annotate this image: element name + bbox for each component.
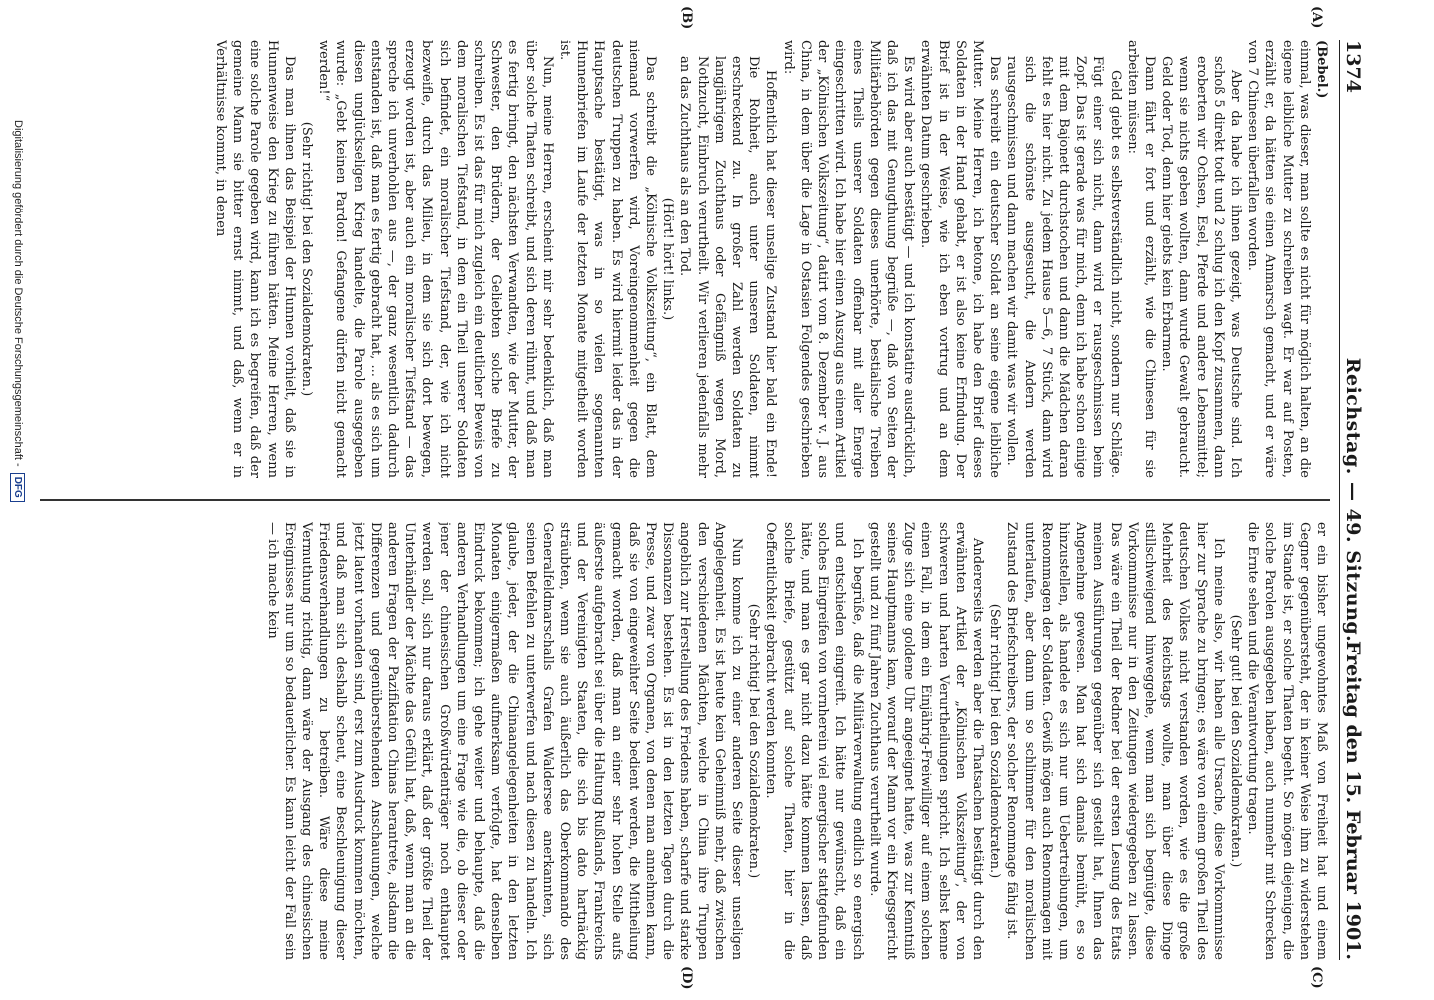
margin-marker-d: (D) <box>679 966 694 990</box>
paragraph: Das schreibt ein deutscher Soldat an seine eigene leibliche Mutter. Meine Herren, ich betone, ich habe den Brief dieses Soldaten in der Hand gehabt, er ist also keine Erfindung. Der Brief ist in der Weise, wie ich eben vortrug und an dem erwähnten Datum geschrieben. <box>918 40 1003 478</box>
paragraph: Nun komme ich zu einer anderen Seite dieser unseligen Angelegenheit. Es ist heute kein Geheimniß mehr, daß zwischen den verschiedenen Mächten, welche in China ihre Truppen angeblich zur Herstellung des Friedens haben, scharfe und starke Dissonanzen bestehen. Es ist in den letzten Tagen durch die Presse, und zwar von Organen, von denen man annehmen kann, daß sie von eingeweihter Seite bedient werden, die Mittheilung gemacht worden, daß man an einer sehr hohen Stelle aufs äußerste aufgebracht sei über die Haltung Rußlands, Frankreichs und der Vereinigten Staaten, die sich bis dato hartnäckig sträubten, wenn sie auch äußerlich das Oberkommando des Generalfeldmarschalls Grafen Waldersee anerkannten, sich seinen Befehlen zu unterwerfen und nach diesen zu handeln. Ich glaube, jeder, der die Chinaangelegenheiten in den letzten Monaten einigermaßen aufmerksam verfolgte, hat denselben Eindruck bekommen; ich gehe weiter und behaupte, daß die anderen Verhandlungen um eine Frage wie die, ob dieser oder jener der chinesischen Großwürdenträger noch enthauptet werden soll, sich nur daraus erklärt, daß der größte Theil der Unterhändler der Mächte das Gefühl hat, daß, wenn man an die anderen Fragen der Pazifikation Chinas herantrete, alsdann die Differenzen und gegenüberstehenden Anschauungen, welche jetzt latent vorhanden sind, erst zum Ausdruck kommen möchten, und daß man sich deshalb scheut, eine Beschleunigung dieser Friedensverhandlungen zu betreiben. Wäre diese meine Vermuthung richtig, dann wäre der Ausgang des chinesischen Ereignisses nur um so bedauerlicher. Es kann leicht der Fall sein — ich mache kein <box>264 522 745 960</box>
paragraph: er ein bisher ungewohntes Maß von Freiheit hat und einem Gegner gegenübersteht, der in keiner Weise ihm zu widerstehen im Stande ist, er solche Thaten begeht. So mögen diejenigen, die solche Parolen ausgegeben haben, auch nunmehr mit Schrecken die Ernte sehen und die Verantwortung tragen. <box>1245 522 1329 960</box>
interjection-text: (Hört! hört! links.) <box>660 197 676 321</box>
paragraph: Ich meine also, wir haben alle Ursache, diese Vorkommnisse hier zur Sprache zu bringen; es wäre von einem großen Theil des deutschen Volkes nicht verstanden worden, wie es die große Mehrheit des Reichstags wollte, man über diese Dinge stillschweigend hinweggehe, wenn man sich begnügte, diese Vorkommnisse nur in den Zeitungen wiedergegeben zu lassen. Das wäre ein Theil der Redner bei der ersten Lesung des Etats meinen Ausführungen gegenüber sich gestellt hat, Ihnen das Angenehme gewesen. Man hat sich damals bemüht, es so hinzustellen, als handele es sich nur um Uebertreibungen, um Renommagen der Soldaten. Gewiß mögen auch Renommagen mit unterlaufen, aber dann um so schlimmer für den moralischen Zustand des Briefschreibers, der solcher Renommage fähig ist. <box>1004 522 1226 960</box>
dfg-logo-icon: DFG <box>11 473 26 502</box>
paragraph: Das man ihnen das Beispiel der Hunnen vorhielt, daß sie in Hunnenweise den Krieg zu führen hätten. Meine Herren, wenn eine solche Parole gegeben wird, kann ich es begreifen, daß der gemeine Mann sie bitter ernst nimmt, und daß, wenn er in Verhältnisse kommt, in denen <box>213 40 297 478</box>
paragraph: Dann fährt er fort und erzählt, wie die Chinesen für sie arbeiten müssen: <box>1124 40 1157 478</box>
paragraph: Geld giebt es selbstverständlich nicht, sondern nur Schläge. Fügt einer sich nicht, dann wird er rausgeschmissen beim Zopf. Das ist gerade was für mich, denn ich habe schon einige mit dem Bajonett durchstochen und dann die Mädchen daran fehlt es hier nicht. Zu jedem Hause 5—6, 7 Stück, dann wird sich die schönste ausgesucht, die Andern werden rausgeschmissen und dann machen wir damit was wir wollen. <box>1004 56 1123 478</box>
session-date: Freitag den 15. Februar 1901. <box>1342 640 1364 960</box>
left-column <box>30 40 1330 478</box>
speaker-name: (Bebel.) <box>1314 40 1329 99</box>
paragraph: Nun, meine Herren, erscheint mir sehr bedenklich, daß man über solche Thaten schreibt, und sich deren rühmt, und daß man es fertig bringt, den nächsten Verwandten, wie der Mutter, der Schwester, den Brüdern, der Geliebten solche Briefe zu schreiben. Es ist das für mich zugleich ein deutlicher Beweis von dem moralischen Tiefstand, in dem ein Theil unserer Soldaten sich befindet, ein moralischer Tiefstand, der, wie ich nicht bezweifle, durch das Milieu, in dem sie sich dort bewegen, erzeugt worden ist, aber auch ein moralischer Tiefstand — das spreche ich unverhohlen aus —, der ganz wesentlich dadurch entstanden ist, daß man es fertig gebracht hat, ... als es sich um diesen unglückseligen Krieg handelte, die Parole ausgegeben wurde: „Gebt keinen Pardon! Gefangene dürfen nicht gemacht werden!“ <box>316 40 555 478</box>
paragraph: Das schreibt die „Kölnische Volkszeitung“, ein Blatt, dem niemand vorwerfen wird, Voreingenommenheit gegen die deutschen Truppen zu haben. Es wird hiermit leider das in der Hauptsache bestätigt, was in so vielen sogenannten Hunnenbriefen im Laufe der letzten Monate mitgetheilt worden ist. <box>557 40 659 478</box>
paragraph: Es wird aber auch bestätigt — und ich konstatire ausdrücklich, daß ich das mit Genugthuung begrüße —, daß von Seiten der Militärbehörden gegen dieses unerhörte, bestialische Treiben eines Theils unserer Soldaten offenbar mit aller Energie eingeschritten wird. Ich habe hier einen Auszug aus einem Artikel der „Kölnischen Volkszeitung“, datirt vom 8. Dezember v. J. aus China, in dem über die Lage in Ostasien Folgendes geschrieben wird: <box>780 40 917 478</box>
paragraph: Aber da habe ich ihnen gezeigt, was Deutsche sind. Ich schoß 5 direkt todt und 2 schlug ich den Kopf zusammen, dann eroberten wir Ochsen, Esel, Pferde und andere Lebensmittel; wenn sie nichts geben wollten, dann wurde Gewalt gebraucht. Geld oder Tod, denn hier giebts kein Erbarmen. <box>1159 56 1243 478</box>
right-column <box>30 522 1330 960</box>
page-number: 1374 <box>1342 40 1364 93</box>
footer-credit <box>8 120 28 980</box>
paragraph: einmal, was dieser, man sollte es nicht für möglich halten, an die eigene leibliche Mutter zu schreiben wagt. Er war auf Posten, erzählt er, da hätten sie einen Anmarsch gemacht, und er wäre von 7 Chinesen überfallen worden. <box>1245 40 1312 478</box>
paragraph: Ich begrüße, daß die Militärverwaltung endlich so energisch und entschieden eingreift. Ich hätte nur gewünscht, daß ein solches Eingreifen von vornherein viel energischer stattgefunden hätte, und man es gar nicht dazu hätte kommen lassen, daß solche Briefe, gestützt auf solche Thaten, hier in die Oeffentlichkeit gebracht werden konnten. <box>763 522 865 960</box>
margin-marker-c: (C) <box>1309 966 1324 989</box>
interjection-text: (Sehr richtig! bei den Sozialdemokraten.) <box>746 603 762 879</box>
margin-marker-a: (A) <box>1309 6 1324 29</box>
margin-marker-b: (B) <box>679 6 694 30</box>
interjection-text: (Sehr gut! bei den Sozialdemokraten.) <box>1227 614 1243 868</box>
page-title: Reichstag. — 49. Sitzung. <box>1342 357 1364 643</box>
paragraph: Hoffentlich hat dieser unselige Zustand hier bald ein Ende! Die Rohheit, auch unter unseren Soldaten, nimmt erschreckend zu. In großer Zahl werden Soldaten zu langjährigem Zuchthaus oder Gefängniß wegen Mord, Nothzucht, Einbruch verurtheilt. Wir verlieren jedenfalls mehr an das Zuchthaus als an den Tod. <box>677 56 779 478</box>
paragraph: Andererseits werden aber die Thatsachen bestätigt durch den erwähnten Artikel der „Kölnischen Volkszeitung“, der von schweren und harten Verurtheilungen spricht. Ich selbst kenne einen Fall, in dem ein Einjährig-Freiwilliger auf einem solchen Zuge sich eine goldene Uhr angeeignet hatte, was zur Kenntniß seines Hauptmanns kam, worauf der Mann vor ein Kriegsgericht gestellt und zu fünf Jahren Zuchthaus verurtheilt wurde. <box>866 522 985 960</box>
interjection-text: (Sehr richtig! bei den Sozialdemokraten.) <box>987 603 1003 879</box>
interjection-text: (Sehr richtig! bei den Sozialdemokraten.) <box>299 121 315 397</box>
footer-text: Digitalisierung gefördert durch die Deutsche Forschungsgemeinschaft - <box>12 120 24 467</box>
column-divider <box>40 499 1330 501</box>
page-header <box>1339 40 1364 960</box>
